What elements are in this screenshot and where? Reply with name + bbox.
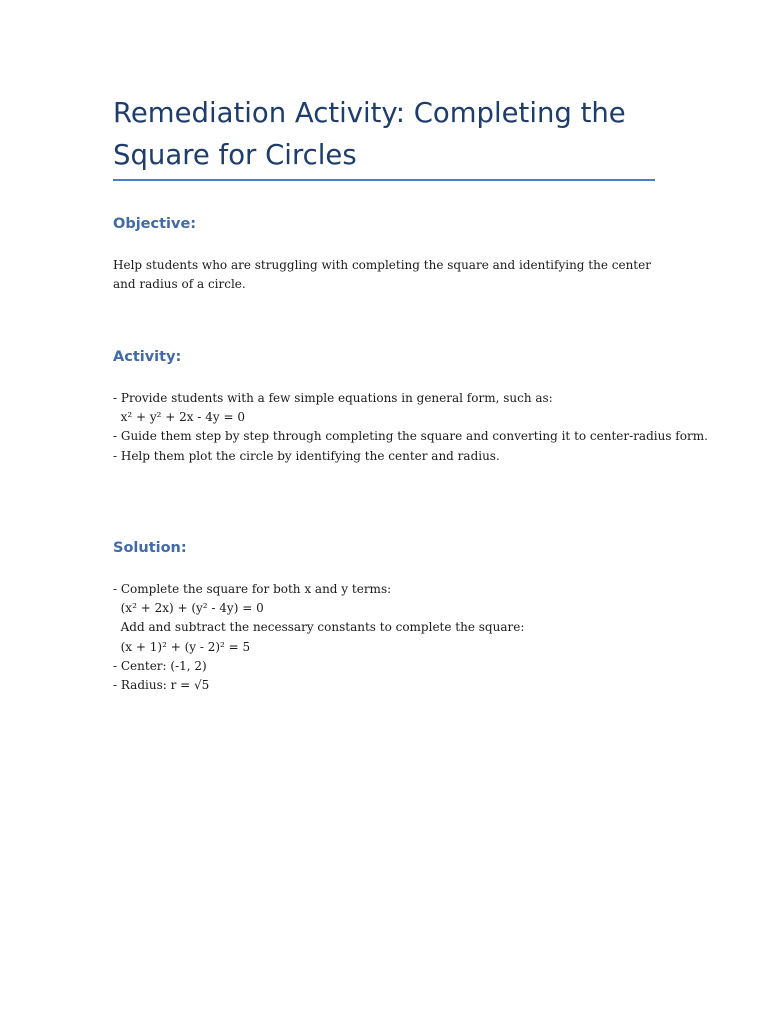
document-title: Remediation Activity: Completing the Square for Circles [113, 97, 626, 171]
activity-list [113, 389, 708, 466]
solution-line: - Complete the square for both x and y terms: [113, 582, 392, 596]
activity-line: - Help them plot the circle by identifying the center and radius. [113, 448, 500, 463]
activity-line: - Guide them step by step through completing the square and converting it to center-radius form. [113, 429, 708, 444]
solution-heading: Solution: [113, 540, 187, 556]
solution-center: - Center: (-1, 2) [113, 658, 207, 673]
activity-heading: Activity: [113, 349, 182, 365]
solution-radius: - Radius: r = √5 [113, 678, 210, 693]
solution-equation: (x² + 2x) + (y² - 4y) = 0 [113, 601, 264, 616]
activity-line: - Provide students with a few simple equations in general form, such as: [113, 391, 553, 405]
solution-list [113, 580, 658, 695]
title-underline [113, 179, 655, 181]
activity-equation: x² + y² + 2x - 4y = 0 [113, 410, 245, 425]
objective-heading: Objective: [113, 216, 197, 232]
objective-text: Help students who are struggling with completing the square and identifying the center and radius of a circle. [113, 258, 651, 292]
solution-equation: (x + 1)² + (y - 2)² = 5 [113, 639, 251, 654]
solution-line: Add and subtract the necessary constants to complete the square: [113, 620, 525, 635]
